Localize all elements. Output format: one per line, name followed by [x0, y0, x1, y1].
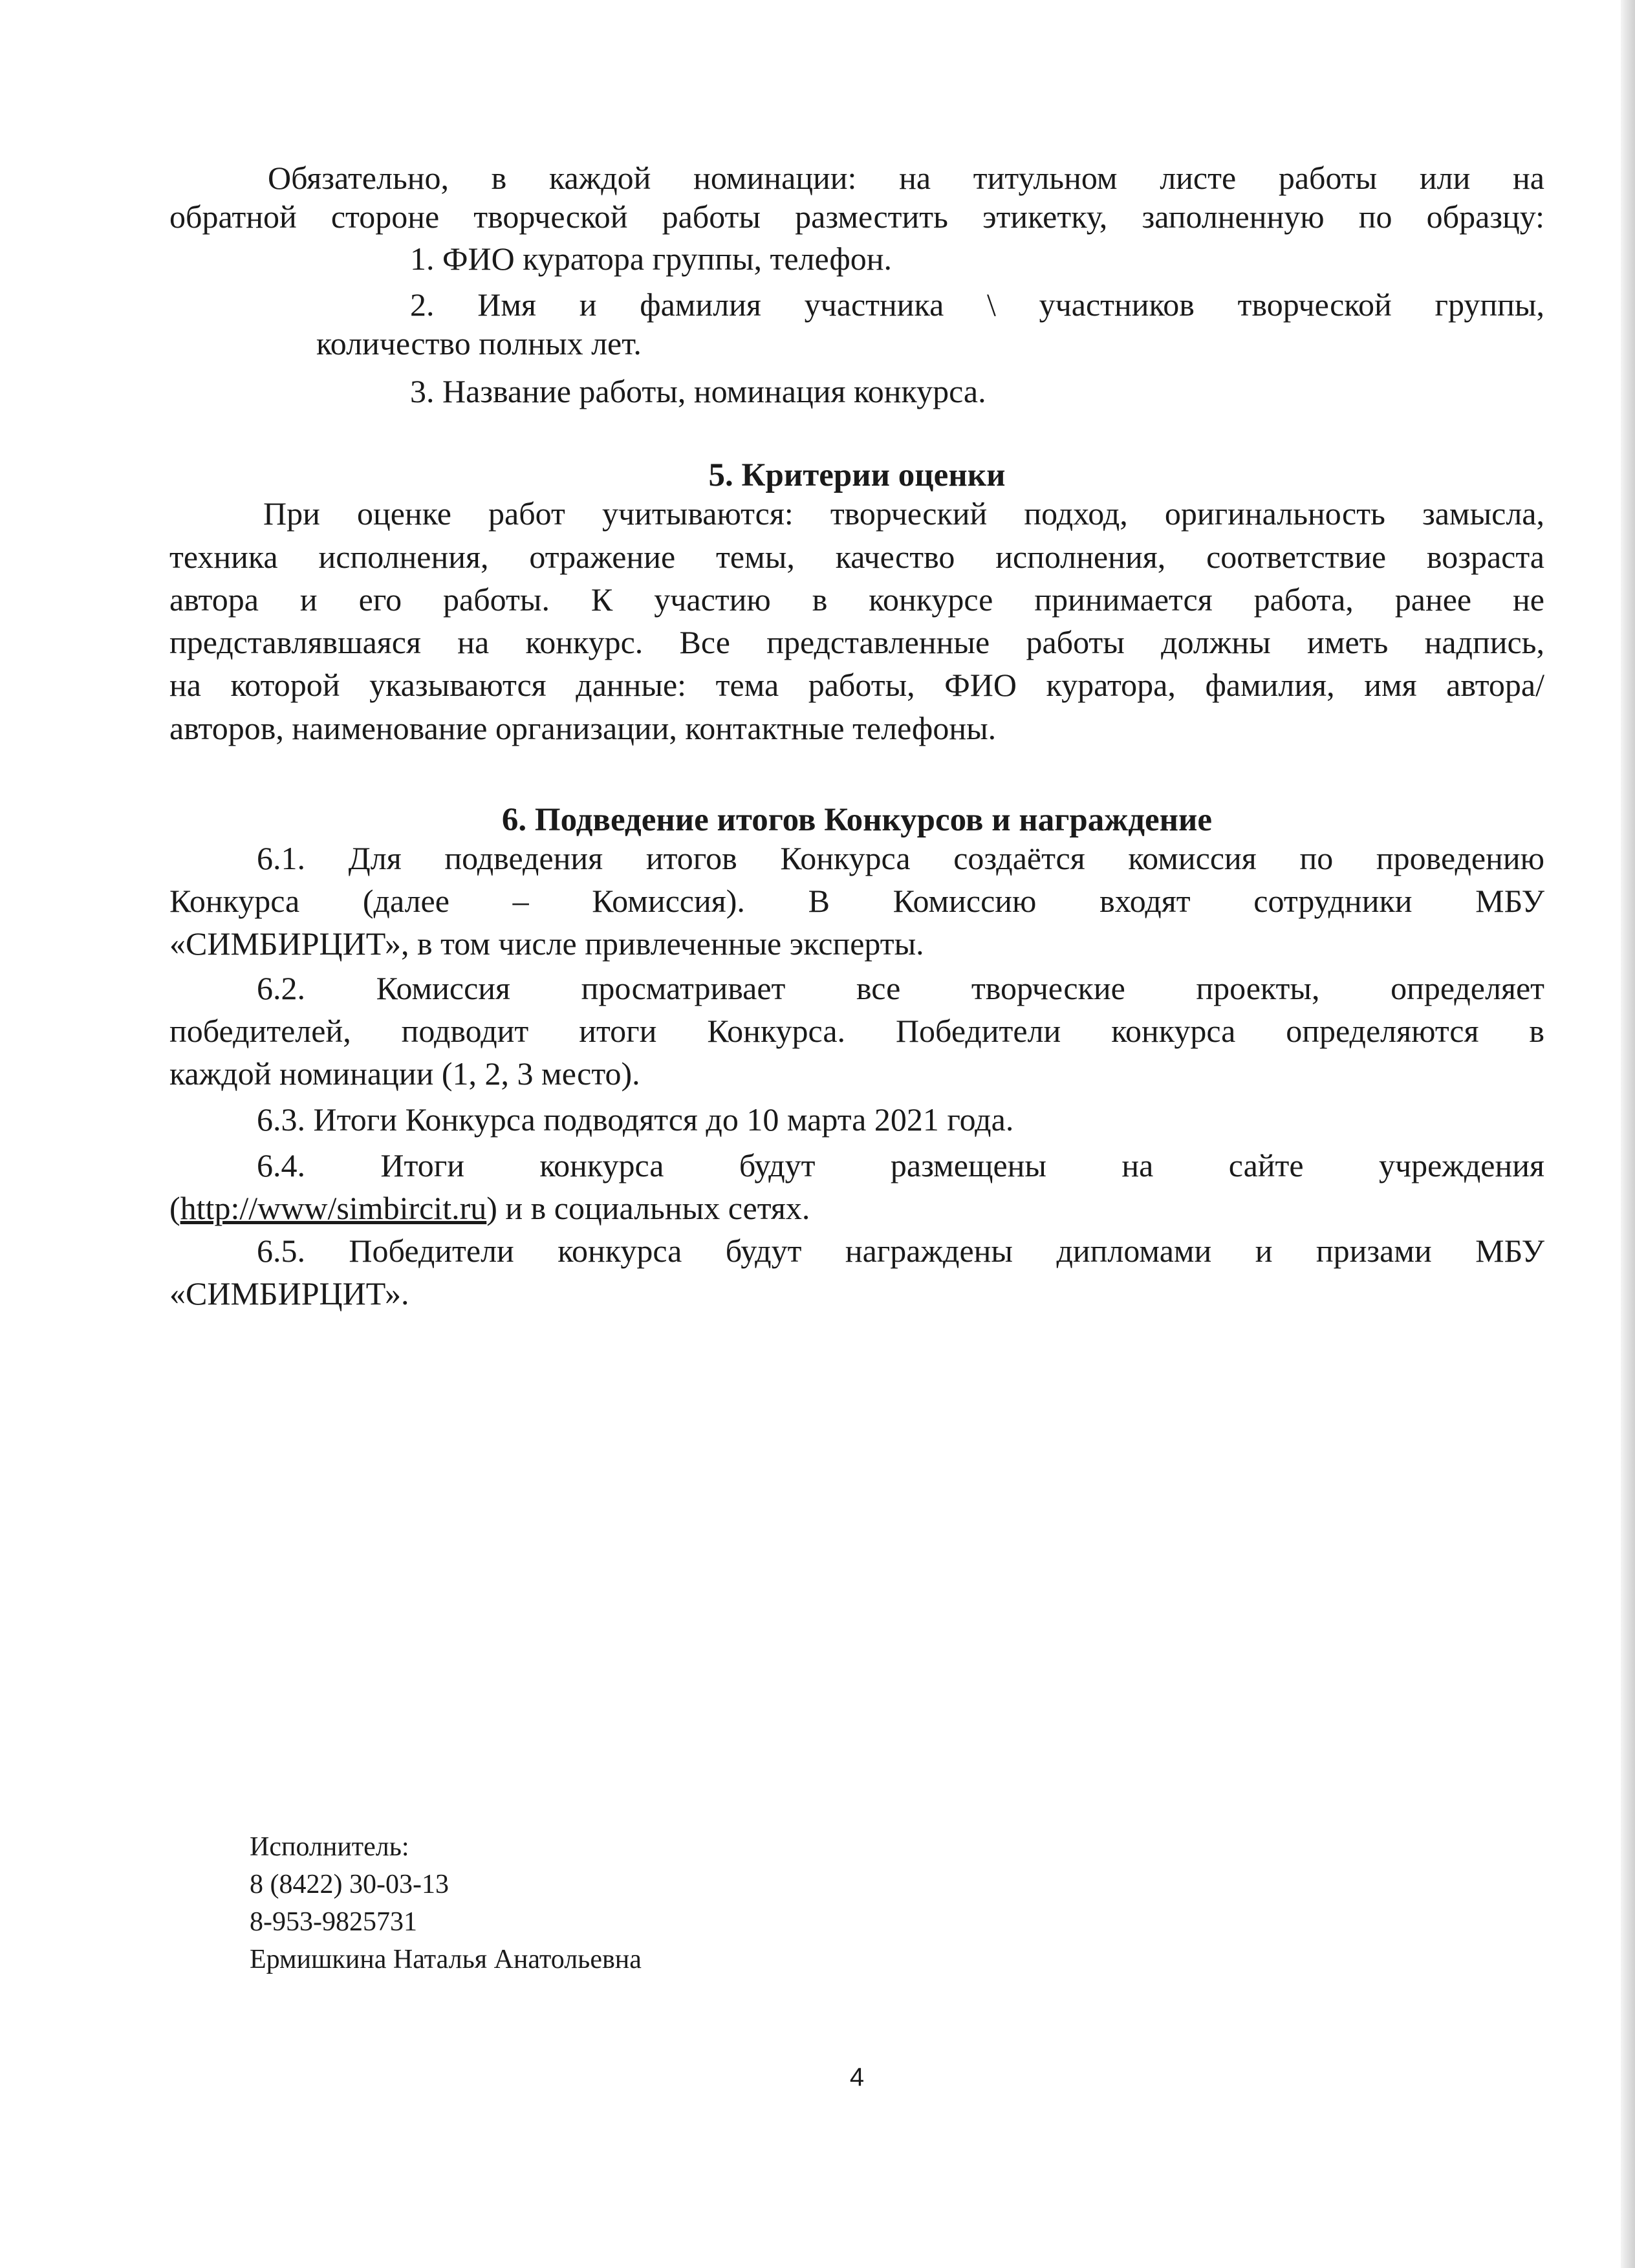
executor-name: Ермишкина Наталья Анатольевна — [250, 1945, 642, 1974]
intro-paragraph-line: обратной стороне творческой работы разместить этикетку, заполненную по образцу: — [169, 199, 1544, 235]
executor-label: Исполнитель: — [250, 1832, 409, 1862]
website-link[interactable]: http://www/simbircit.ru — [180, 1190, 487, 1226]
label-list-item-continuation: количество полных лет. — [316, 325, 642, 362]
results-paragraph-line: 6.1. Для подведения итогов Конкурса создаётся комиссия по проведению — [257, 840, 1544, 876]
section-heading-criteria: 5. Критерии оценки — [708, 457, 1006, 493]
label-list-item: 2. Имя и фамилия участника \ участников творческой группы, — [410, 286, 1544, 323]
results-paragraph-line: «СИМБИРЦИТ», в том числе привлеченные эксперты. — [169, 925, 924, 962]
criteria-line: авторов, наименование организации, контактные телефоны. — [169, 710, 997, 746]
executor-phone: 8 (8422) 30-03-13 — [250, 1870, 449, 1899]
label-list-item: 3. Название работы, номинация конкурса. — [410, 373, 986, 409]
page-number: 4 — [849, 2063, 865, 2091]
criteria-line: представлявшаяся на конкурс. Все представленные работы должны иметь надпись, — [169, 624, 1544, 660]
criteria-line: техника исполнения, отражение темы, качество исполнения, соответствие возраста — [169, 539, 1544, 575]
criteria-line: автора и его работы. К участию в конкурсе принимается работа, ранее не — [169, 581, 1544, 618]
results-paragraph-line: победителей, подводит итоги Конкурса. Победители конкурса определяются в — [169, 1013, 1544, 1049]
results-paragraph-line: каждой номинации (1, 2, 3 место). — [169, 1055, 640, 1092]
results-paragraph-line: Конкурса (далее – Комиссия). В Комиссию входят сотрудники МБУ — [169, 883, 1544, 919]
results-paragraph-line: (http://www/simbircit.ru) и в социальных сетях. — [169, 1190, 810, 1226]
results-paragraph-line: 6.3. Итоги Конкурса подводятся до 10 марта 2021 года. — [257, 1101, 1014, 1138]
criteria-line: При оценке работ учитываются: творческий подход, оригинальность замысла, — [263, 495, 1544, 532]
results-paragraph-line: 6.4. Итоги конкурса будут размещены на сайте учреждения — [257, 1147, 1544, 1183]
results-paragraph-line: «СИМБИРЦИТ». — [169, 1275, 409, 1312]
scan-edge-shadow — [1621, 0, 1635, 2268]
executor-block — [250, 1828, 642, 1978]
intro-paragraph-line: Обязательно, в каждой номинации: на титульном листе работы или на — [268, 160, 1544, 196]
section-heading-results: 6. Подведение итогов Конкурсов и награждение — [501, 802, 1213, 838]
results-paragraph-line: 6.2. Комиссия просматривает все творческие проекты, определяет — [257, 970, 1544, 1006]
label-list-item: 1. ФИО куратора группы, телефон. — [410, 241, 892, 277]
results-paragraph-line: 6.5. Победители конкурса будут награждены дипломами и призами МБУ — [257, 1233, 1544, 1269]
executor-mobile: 8-953-9825731 — [250, 1907, 417, 1937]
criteria-line: на которой указываются данные: тема работы, ФИО куратора, фамилия, имя автора/ — [169, 667, 1544, 703]
document-page — [169, 0, 1544, 2268]
website-link-suffix: ) и в социальных сетях. — [486, 1190, 810, 1226]
